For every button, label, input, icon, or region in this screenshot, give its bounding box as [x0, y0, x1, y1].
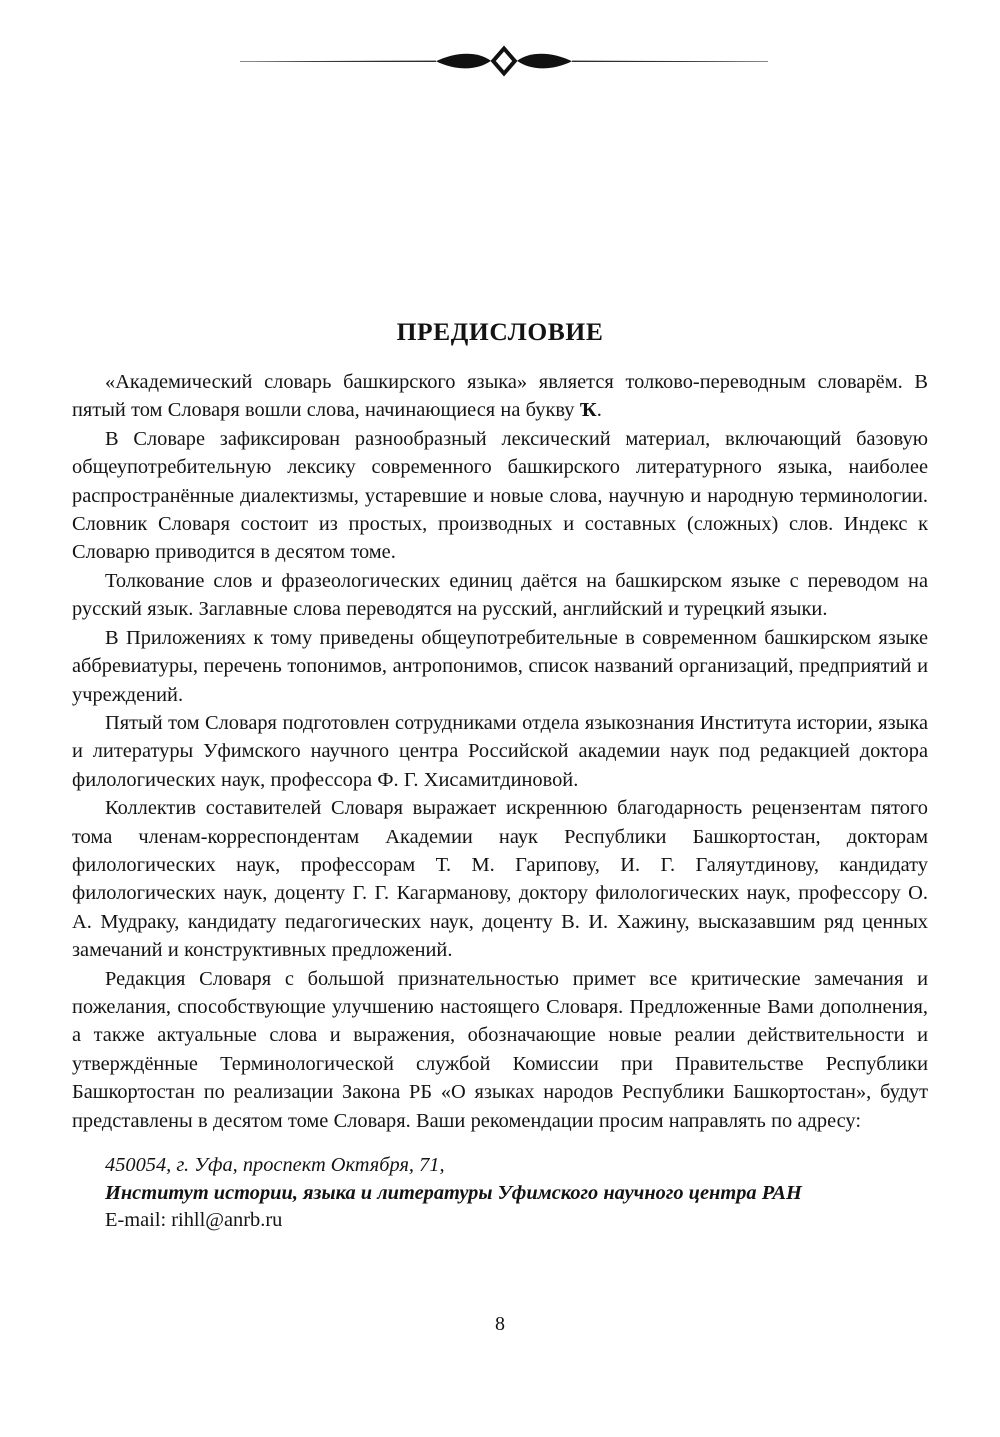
- bashkir-letter-ka: Ҡ: [579, 399, 597, 422]
- paragraph-3: Толкование слов и фразеологических единиц даётся на башкирском языке с переводом на русский язык. Заглавные слова переводятся на русский, английский и турецкий языки.: [72, 569, 928, 621]
- paragraph-1-text-after: .: [596, 399, 602, 422]
- page-title: ПРЕДИСЛОВИЕ: [396, 317, 604, 346]
- address-street-line: 450054, г. Уфа, проспект Октября, 71,: [105, 1154, 445, 1177]
- diamond-leaf-divider-icon: [240, 44, 768, 78]
- paragraph-2: В Словаре зафиксирован разнообразный лексический материал, включающий базовую общеупотребительную лексику современного башкирского литературного языка, наиболее распространённые диалектизмы, устаревшие и новые слова, научную и народную терминологии. Словник Словаря состоит из простых, производных и составных (сложных) слов. Индекс к Словарю приводится в десятом томе.: [72, 427, 928, 564]
- paragraph-4: В Приложениях к тому приведены общеупотребительные в современном башкирском языке аббревиатуры, перечень топонимов, антропонимов, список названий организаций, предприятий и учреждений.: [72, 626, 928, 706]
- address-institute-line: Институт истории, языка и литературы Уфимского научного центра РАН: [105, 1181, 802, 1204]
- paragraph-6: Коллектив составителей Словаря выражает искреннюю благодарность рецензентам пятого тома членам-корреспондентам Академии наук Республики Башкортостан, докторам филологических наук, профессорам Т. М. Гарипову, И. Г. Галяутдинову, кандидату филологических наук, доценту Г. Г. Кагарманову, доктору филологических наук, профессору О. А. Мудраку, кандидату педагогических наук, доценту В. И. Хажину, высказавшим ряд ценных замечаний и конструктивных предложений.: [72, 797, 928, 962]
- address-email-line: E-mail: rihll@anrb.ru: [105, 1209, 283, 1232]
- paragraph-7: Редакция Словаря с большой признательностью примет все критические замечания и пожелания, способствующие улучшению настоящего Словаря. Предложенные Вами дополнения, а также актуальные слова и выражения, обозначающие новые реалии действительности и утверждённые Терминологической службой Комиссии при Правительстве Республики Башкортостан по реализации Закона РБ «О языках народов Республики Башкортостан», будут представлены в десятом томе Словаря. Ваши рекомендации просим направлять по адресу:: [72, 967, 928, 1132]
- paragraph-1-text-before: «Академический словарь башкирского языка» является толково-переводным словарём. В пятый том Словаря вошли слова, начинающиеся на букву: [72, 371, 928, 422]
- preface-content: [72, 318, 928, 1235]
- page-number: 8: [495, 1313, 505, 1335]
- paragraph-1: [72, 368, 928, 425]
- paragraph-5: Пятый том Словаря подготовлен сотрудниками отдела языкознания Института истории, языка и литературы Уфимского научного центра Российской академии наук под редакцией доктора филологических наук, профессора Ф. Г. Хисамитдиновой.: [72, 711, 928, 791]
- contact-address-block: [72, 1152, 928, 1235]
